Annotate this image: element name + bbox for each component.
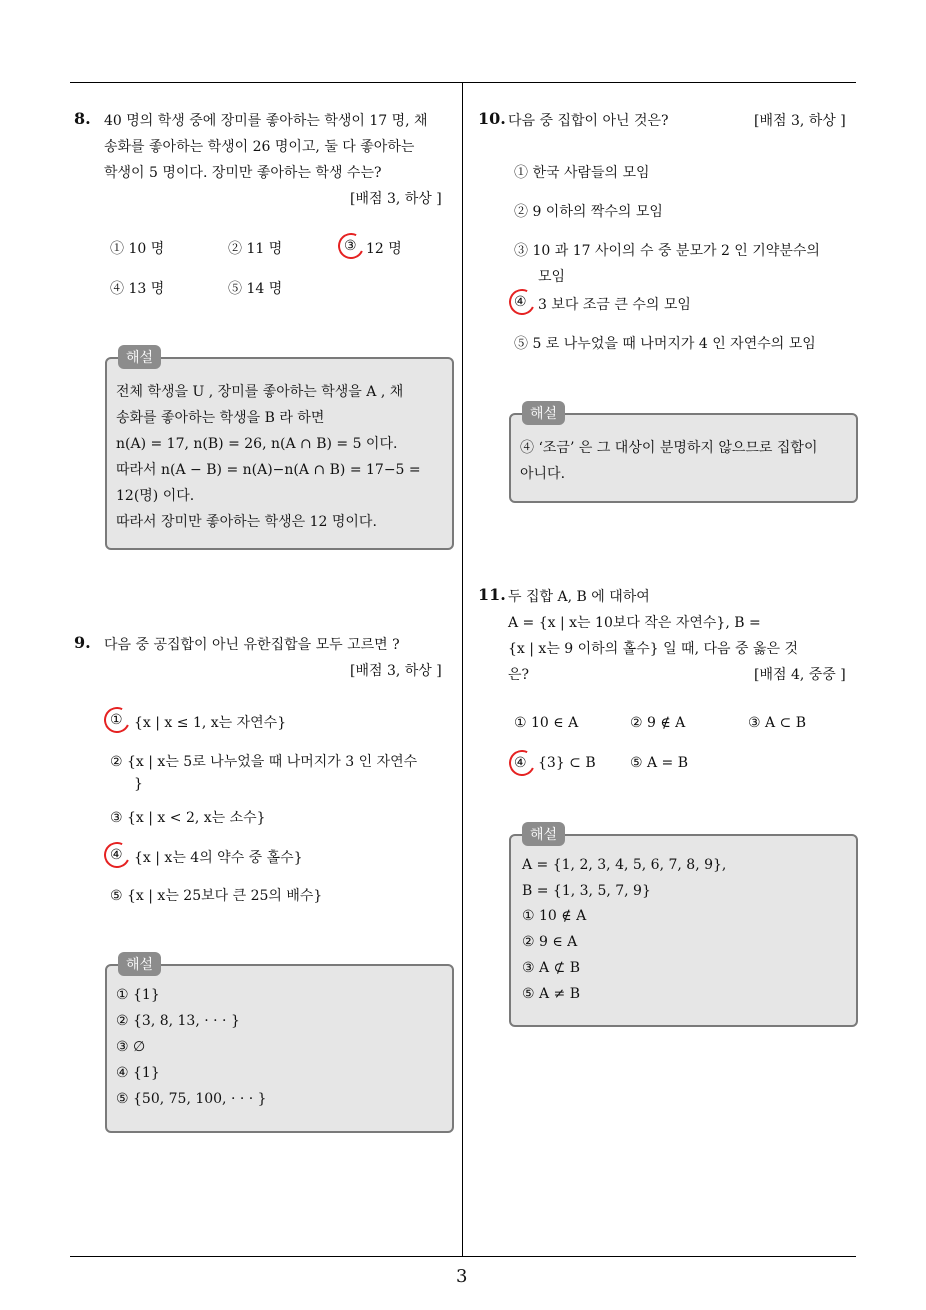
explanation-line: ② 9 ∈ A <box>522 934 578 950</box>
explanation-tag: 해설 <box>522 401 565 425</box>
explanation-line: B = {1, 3, 5, 7, 9} <box>522 883 651 899</box>
explanation-line: ② {3, 8, 13, · · · } <box>116 1013 240 1029</box>
option-3[interactable]: ③ 10 과 17 사이의 수 중 분모가 2 인 기약분수의 <box>514 243 820 259</box>
option-4-marker[interactable]: ④ <box>110 847 123 863</box>
option-4-marker[interactable]: ④ <box>514 755 527 771</box>
explanation-line: ③ A ⊄ B <box>522 960 581 976</box>
option-2[interactable]: ② {x | x는 5로 나누었을 때 나머지가 3 인 자연수 <box>110 754 418 770</box>
explanation-line: 따라서 장미만 좋아하는 학생은 12 명이다. <box>116 514 377 530</box>
explanation-tag: 해설 <box>118 952 161 976</box>
option-4[interactable]: {x | x는 4의 약수 중 홀수} <box>134 850 303 866</box>
explanation-tag: 해설 <box>522 822 565 846</box>
explanation-line: ④ ‘조금’ 은 그 대상이 분명하지 않으므로 집합이 <box>520 440 818 456</box>
option-3[interactable]: ③ A ⊂ B <box>748 715 807 731</box>
explanation-box <box>509 413 858 503</box>
question-text-line: 은? <box>508 667 530 683</box>
explanation-line: 아니다. <box>520 466 566 482</box>
option-3[interactable]: 12 명 <box>366 241 402 257</box>
explanation-line: 송화를 좋아하는 학생을 B 라 하면 <box>116 410 325 426</box>
option-2[interactable]: ② 9 이하의 짝수의 모임 <box>514 204 663 220</box>
option-4[interactable]: ④ 13 명 <box>110 281 165 297</box>
explanation-line: ③ ∅ <box>116 1039 146 1055</box>
explanation-line: ① {1} <box>116 987 160 1003</box>
explanation-line: A = {1, 2, 3, 4, 5, 6, 7, 8, 9}, <box>522 857 727 873</box>
option-5[interactable]: ⑤ 14 명 <box>228 281 283 297</box>
explanation-line: n(A) = 17, n(B) = 26, n(A ∩ B) = 5 이다. <box>116 436 398 452</box>
page-number: 3 <box>456 1266 468 1287</box>
column-divider <box>462 82 463 1257</box>
option-1[interactable]: {x | x ≤ 1, x는 자연수} <box>134 715 287 731</box>
question-number: 11. <box>478 585 506 604</box>
option-3-cont: 모임 <box>538 269 566 285</box>
explanation-line: ① 10 ∉ A <box>522 908 587 924</box>
question-text-line: 두 집합 A, B 에 대하여 <box>508 589 650 605</box>
score-label: [배점 3, 하상 ] <box>754 113 846 129</box>
option-4-marker[interactable]: ④ <box>514 294 527 310</box>
question-text-line: 학생이 5 명이다. 장미만 좋아하는 학생 수는? <box>104 165 382 181</box>
question-number: 9. <box>74 633 91 652</box>
score-label: [배점 4, 중중 ] <box>754 667 846 683</box>
explanation-line: 전체 학생을 U , 장미를 좋아하는 학생을 A , 채 <box>116 384 404 400</box>
option-1[interactable]: ① 한국 사람들의 모임 <box>514 165 650 181</box>
option-2[interactable]: ② 9 ∉ A <box>630 715 686 731</box>
score-label: [배점 3, 하상 ] <box>350 191 442 207</box>
option-1[interactable]: ① 10 ∈ A <box>514 715 579 731</box>
option-5[interactable]: ⑤ {x | x는 25보다 큰 25의 배수} <box>110 888 323 904</box>
question-text-line: 송화를 좋아하는 학생이 26 명이고, 둘 다 좋아하는 <box>104 139 415 155</box>
score-label: [배점 3, 하상 ] <box>350 663 442 679</box>
option-2-cont: } <box>134 776 143 792</box>
option-1-marker[interactable]: ① <box>110 712 123 728</box>
option-1[interactable]: ① 10 명 <box>110 241 165 257</box>
question-number: 10. <box>478 109 506 128</box>
option-3[interactable]: ③ {x | x < 2, x는 소수} <box>110 810 266 826</box>
question-text-line: 다음 중 공집합이 아닌 유한집합을 모두 고르면 ? <box>104 637 400 653</box>
bottom-rule <box>70 1256 856 1257</box>
top-rule <box>70 82 856 83</box>
explanation-line: ⑤ {50, 75, 100, · · · } <box>116 1091 267 1107</box>
option-3-marker[interactable]: ③ <box>344 238 357 254</box>
explanation-line: 12(명) 이다. <box>116 488 195 504</box>
explanation-line: ⑤ A ≠ B <box>522 986 581 1002</box>
option-2[interactable]: ② 11 명 <box>228 241 283 257</box>
option-4[interactable]: 3 보다 조금 큰 수의 모임 <box>538 297 691 313</box>
explanation-line: 따라서 n(A − B) = n(A)−n(A ∩ B) = 17−5 = <box>116 462 421 478</box>
question-text-line: 다음 중 집합이 아닌 것은? <box>508 113 669 129</box>
question-text-line: A = {x | x는 10보다 작은 자연수}, B = <box>508 615 761 631</box>
question-number: 8. <box>74 109 91 128</box>
explanation-tag: 해설 <box>118 345 161 369</box>
question-text-line: {x | x는 9 이하의 홀수} 일 때, 다음 중 옳은 것 <box>508 641 798 657</box>
question-text-line: 40 명의 학생 중에 장미를 좋아하는 학생이 17 명, 채 <box>104 113 428 129</box>
option-4[interactable]: {3} ⊂ B <box>538 755 596 771</box>
explanation-line: ④ {1} <box>116 1065 160 1081</box>
option-5[interactable]: ⑤ 5 로 나누었을 때 나머지가 4 인 자연수의 모임 <box>514 336 816 352</box>
option-5[interactable]: ⑤ A = B <box>630 755 689 771</box>
